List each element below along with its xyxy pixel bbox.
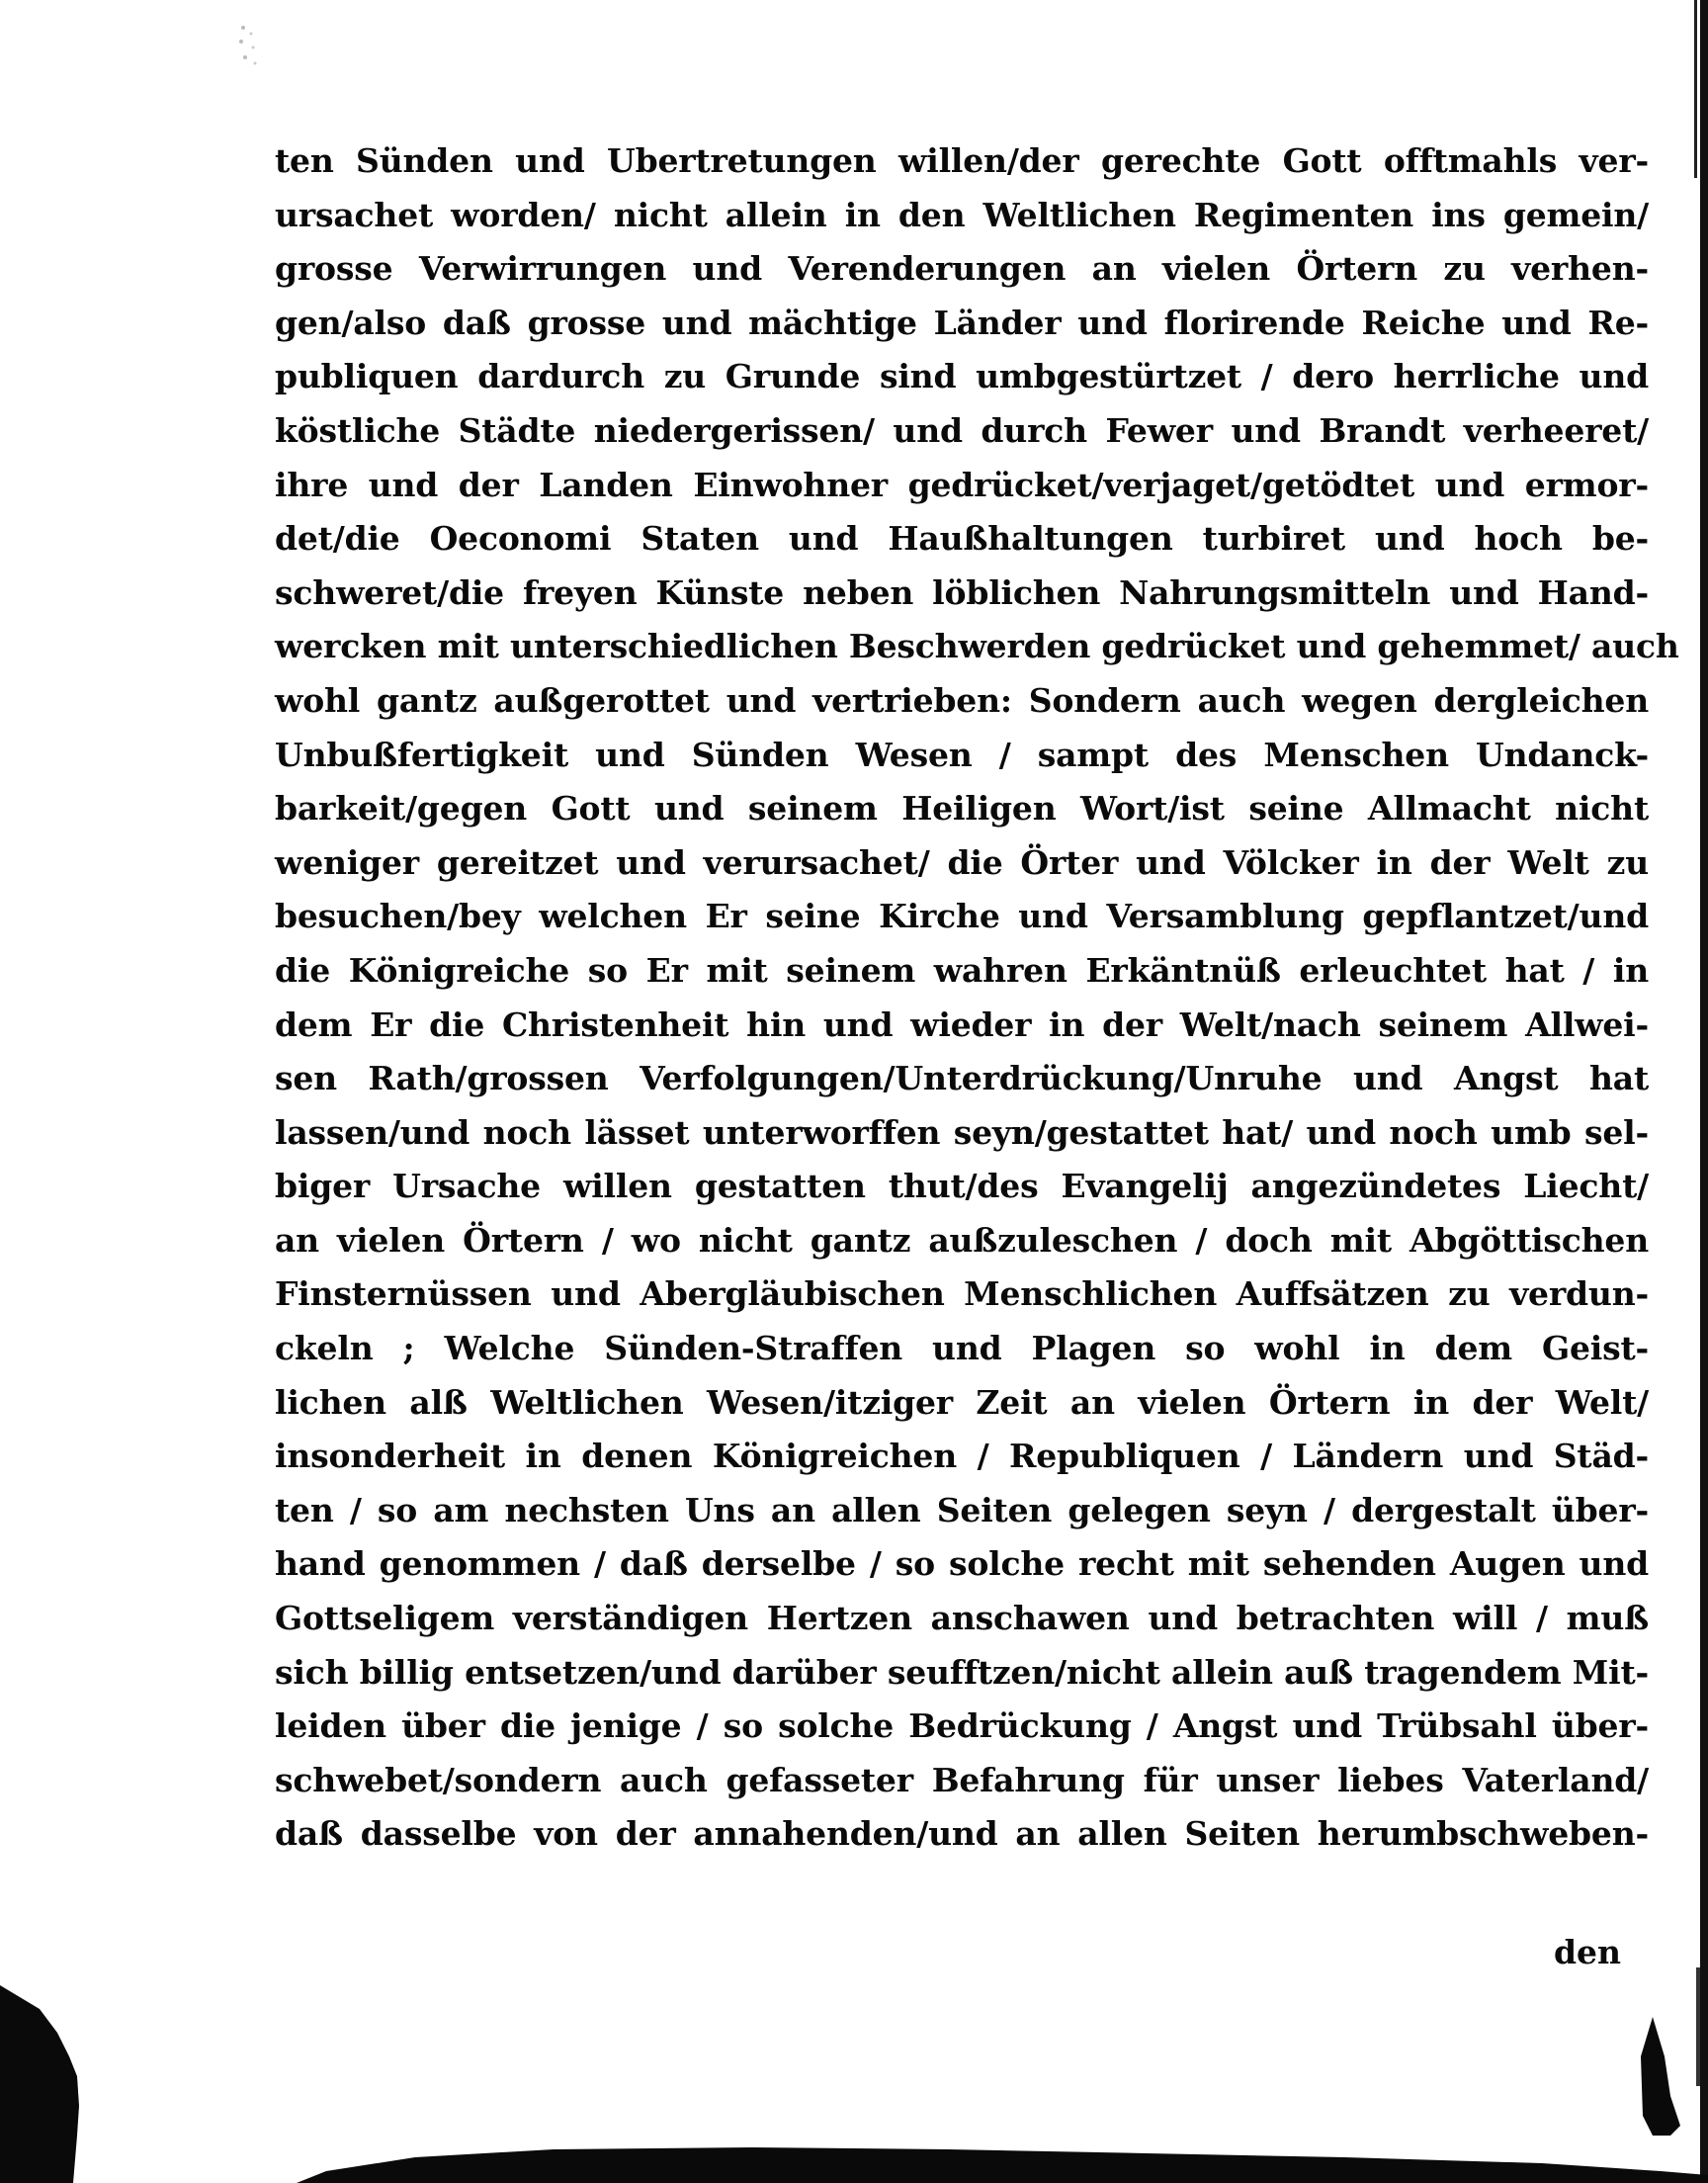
text-line: ursachet worden/ nicht allein in den Weltlichen Regimenten ins gemein/	[275, 195, 1649, 234]
text-line: hand genommen / daß derselbe / so solche recht mit sehenden Augen und	[275, 1544, 1649, 1584]
text-line: wohl gantz außgerottet und vertrieben: Sondern auch wegen dergleichen	[275, 680, 1649, 720]
text-line: daß dasselbe von der annahenden/und an allen Seiten herumbschweben-	[275, 1814, 1649, 1854]
text-line: lassen/und noch lässet unterworffen seyn/gestattet hat/ und noch umb sel-	[275, 1112, 1649, 1152]
scan-border-shadow	[0, 1938, 1708, 2183]
text-line: köstliche Städte niedergerissen/ und durch Fewer und Brandt verheeret/	[275, 410, 1649, 450]
text-line: lichen alß Weltlichen Wesen/itziger Zeit an vielen Örtern in der Welt/	[275, 1382, 1649, 1422]
text-line: barkeit/gegen Gott und seinem Heiligen Wort/ist seine Allmacht nicht	[275, 789, 1649, 829]
text-line: insonderheit in denen Königreichen / Republiquen / Ländern und Städ-	[275, 1437, 1649, 1476]
text-line: ckeln ; Welche Sünden-Straffen und Plagen so wohl in dem Geist-	[275, 1329, 1649, 1368]
text-line: publiquen dardurch zu Grunde sind umbgestürtzet / dero herrliche und	[275, 357, 1649, 396]
text-line: die Königreiche so Er mit seinem wahren Erkäntnüß erleuchtet hat / in	[275, 950, 1649, 990]
text-line: grosse Verwirrungen und Verenderungen an vielen Örtern zu verhen-	[275, 249, 1649, 289]
page-edge-shadow	[1686, 0, 1708, 2183]
text-line: Gottseligem verständigen Hertzen anschawen und betrachten will / muß	[275, 1599, 1649, 1638]
text-line: biger Ursache willen gestatten thut/des Evangelij angezündetes Liecht/	[275, 1167, 1649, 1206]
text-line: weniger gereitzet und verursachet/ die Örter und Völcker in der Welt zu	[275, 842, 1649, 882]
text-line: gen/also daß grosse und mächtige Länder und florirende Reiche und Re-	[275, 303, 1649, 342]
ink-smudge-mark	[233, 18, 273, 77]
text-line: ten Sünden und Ubertretungen willen/der gerechte Gott offtmahls ver-	[275, 141, 1649, 180]
text-line: an vielen Örtern / wo nicht gantz außzuleschen / doch mit Abgöttischen	[275, 1220, 1649, 1260]
text-line: schweret/die freyen Künste neben löblichen Nahrungsmitteln und Hand-	[275, 572, 1649, 612]
catchword: den	[1553, 1933, 1621, 1971]
text-line: ten / so am nechsten Uns an allen Seiten gelegen seyn / dergestalt über-	[275, 1490, 1649, 1529]
text-line: det/die Oeconomi Staten und Haußhaltungen turbiret und hoch be-	[275, 519, 1649, 559]
text-line: leiden über die jenige / so solche Bedrückung / Angst und Trübsahl über-	[275, 1706, 1649, 1746]
text-line: ihre und der Landen Einwohner gedrücket/verjaget/getödtet und ermor-	[275, 465, 1649, 504]
text-line: sen Rath/grossen Verfolgungen/Unterdrückung/Unruhe und Angst hat	[275, 1059, 1649, 1098]
text-line: sich billig entsetzen/und darüber seufftzen/nicht allein auß tragendem Mit-	[275, 1652, 1649, 1692]
text-line: schwebet/sondern auch gefasseter Befahrung für unser liebes Vaterland/	[275, 1760, 1649, 1799]
text-line: Finsternüssen und Abergläubischen Menschlichen Auffsätzen zu verdun-	[275, 1274, 1649, 1314]
text-line: wercken mit unterschiedlichen Beschwerden gedrücket und gehemmet/ auch	[275, 627, 1679, 666]
text-line: dem Er die Christenheit hin und wieder in der Welt/nach seinem Allwei-	[275, 1004, 1649, 1044]
body-text	[275, 134, 1679, 1862]
text-line: Unbußfertigkeit und Sünden Wesen / sampt des Menschen Undanck-	[275, 735, 1649, 774]
text-line: besuchen/bey welchen Er seine Kirche und Versamblung gepflantzet/und	[275, 897, 1649, 936]
